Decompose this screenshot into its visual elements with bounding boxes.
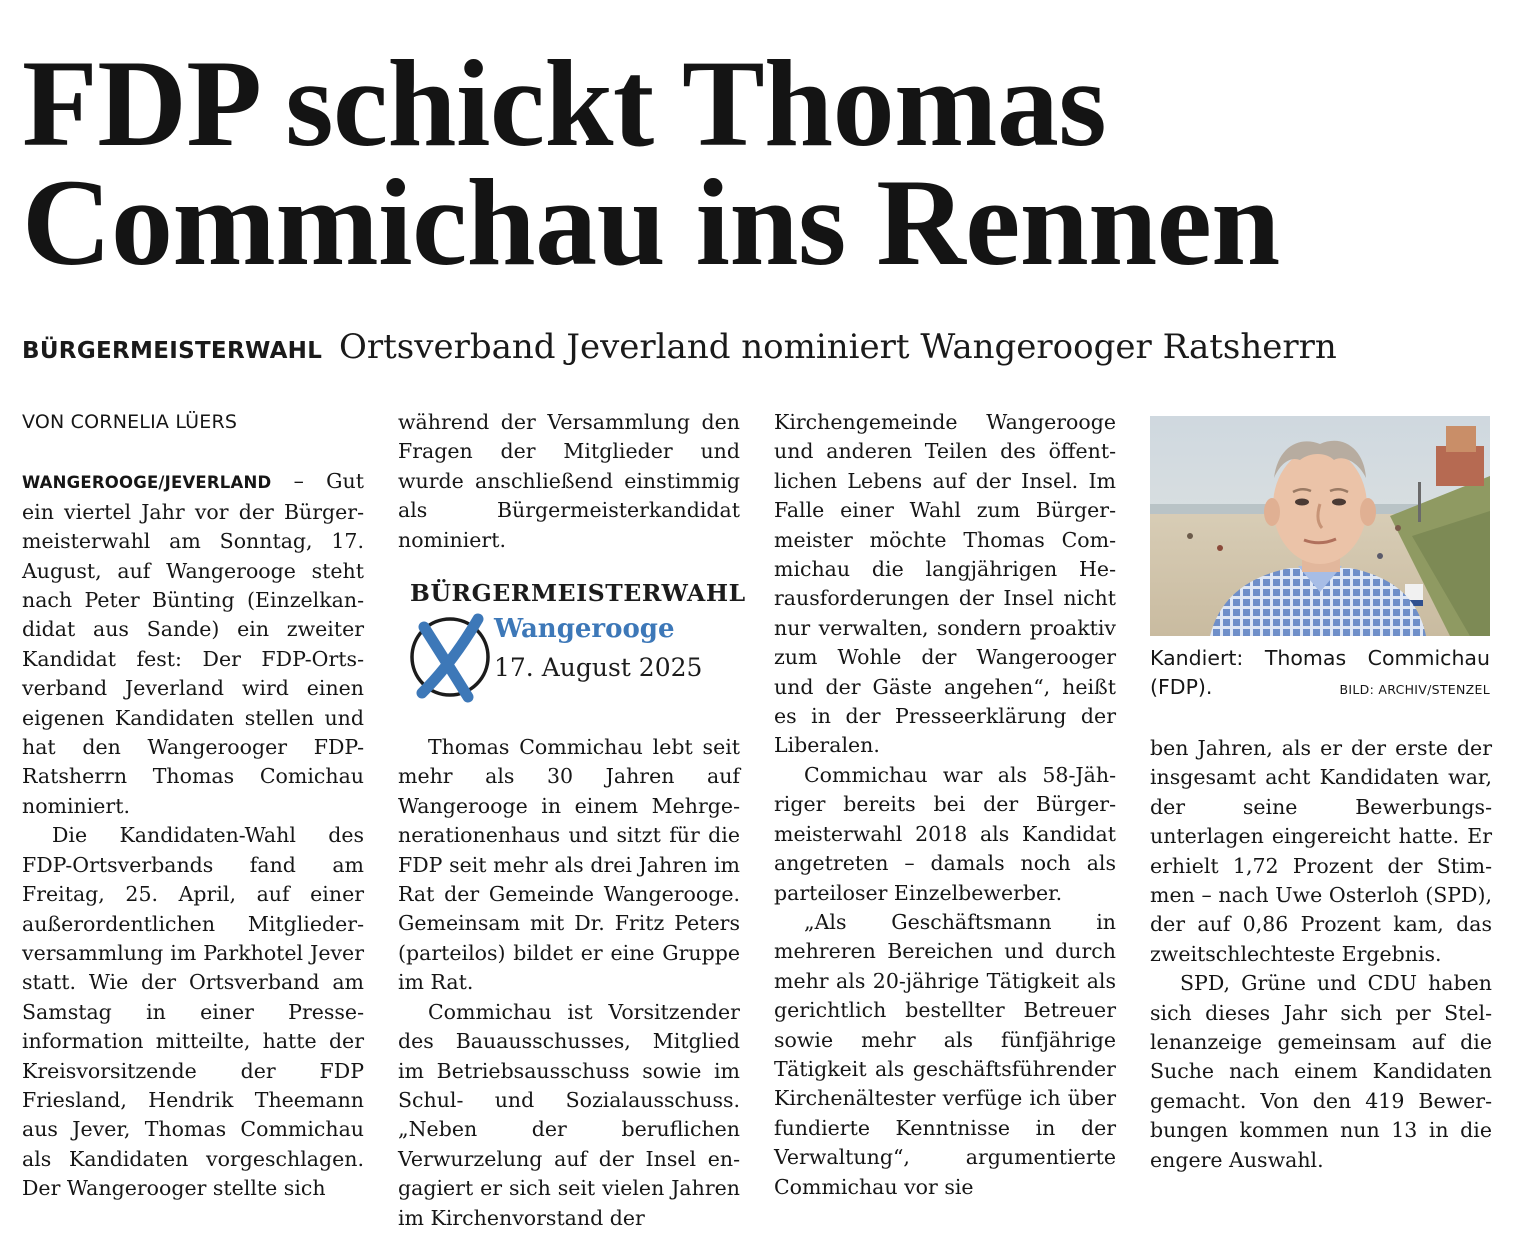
paragraph: „Als Geschäftsmann in mehreren Bereichen und durch mehr als 20-jährige Tätigkeit als gerichtlich bestellter Betreuer sowie mehr als fünfjährige Tätigkeit als geschäftsführender Kirchenältester verfüge ich über fundierte Kenntnisse in der Verwaltung“, argumentierte Commichau vor sie — [774, 909, 1116, 1199]
article-column-4 — [1150, 734, 1492, 1175]
portrait-photo-illustration — [1150, 416, 1490, 636]
paragraph: Commichau war als 58-Jähriger bereits bei der Bürgermeisterwahl 2018 als Kandidat angetreten – damals noch als parteiloser Einzelbewerber. — [774, 762, 1116, 905]
election-logo-title: BÜRGERMEISTERWAHL — [410, 579, 746, 608]
election-logo-date: 17. August 2025 — [494, 653, 703, 683]
portrait-photo — [1150, 416, 1490, 636]
paragraph: während der Versammlung den Fragen der Mitglieder und wurde anschließend einstimmig als Bürgermeisterkandidat nominiert. — [398, 410, 740, 552]
photo-caption: Kandiert: Thomas Commichau (FDP). — [1150, 646, 1490, 699]
paragraph-text: – Gut ein viertel Jahr vor der Bürgermeisterwahl am Sonntag, 17. August, auf Wangerooge steht nach Peter Bünting (Einzelkandidat aus Sande) ein zweiter Kandidat fest: Der FDP-Ortsverband Jeverland wird einen eigenen Kandidaten stellen und hat den Wangerooger FDP-Ratsherrn Thomas Comichau nominiert. — [22, 469, 364, 818]
paragraph: ben Jahren, als er der erste der insgesamt acht Kandidaten war, der seine Bewerbungsunterlagen eingereicht hatte. Er erhielt 1,72 Prozent der Stimmen – nach Uwe Osterloh (SPD), der auf 0,86 Prozent kam, das zweitschlechteste Ergebnis. — [1150, 736, 1492, 966]
headline: FDP schickt Thomas Commichau ins Rennen — [22, 35, 1280, 291]
paragraph: Die Kandidaten-Wahl des FDP-Ortsverbands fand am Freitag, 25. April, auf einer außerordentlichen Mitgliederversammlung im Parkhotel Jever statt. Wie der Ortsverband am Samstag in einer Presseinformation mitteilte, hatte der Kreisvorsitzende der FDP Friesland, Hendrik Theemann aus Jever, Thomas Commichau als Kandidaten vorgeschlagen. Der Wangerooger stellte sich — [22, 823, 364, 1201]
subheadline — [22, 322, 1512, 376]
paragraph: Thomas Commichau lebt seit mehr als 30 Jahren auf Wangerooge in einem Mehrgenerationenhaus und sitzt für die FDP seit mehr als drei Jahren im Rat der Gemeinde Wangerooge. Gemeinsam mit Dr. Fritz Peters (parteilos) bildet er eine Gruppe im Rat. — [398, 735, 740, 995]
election-logo — [398, 569, 746, 727]
article-column-3 — [774, 408, 1116, 1202]
ballot-cross-icon — [406, 605, 502, 705]
paragraph — [22, 467, 364, 821]
paragraph: Commichau ist Vorsitzender des Bauausschusses, Mitglied im Betriebsausschuss sowie im Schul- und Sozialausschuss. „Neben der beruflichen Verwurzelung auf der Insel engagiert er sich seit vielen Jahren im Kirchenvorstand der — [398, 999, 740, 1230]
article-column-2 — [398, 408, 746, 1233]
subhead-kicker: BÜRGERMEISTERWAHL — [22, 338, 323, 364]
subhead-text: Ortsverband Jeverland nominiert Wangerooger Ratsherrn — [339, 327, 1337, 367]
article-column-1 — [22, 408, 364, 1204]
election-logo-place: Wangerooge — [494, 614, 675, 645]
photo-credit: BILD: ARCHIV/STENZEL — [1339, 682, 1490, 697]
dateline: WANGEROOGE/JEVERLAND — [22, 473, 272, 493]
paragraph: Kirchengemeinde Wangerooge und anderen Teilen des öffentlichen Lebens auf der Insel. Im Falle einer Wahl zum Bürgermeister möchte Thomas Commichau die langjährigen Herausforderungen der Insel nicht nur verwalten, sondern proaktiv zum Wohle der Wangerooger und der Gäste angehen“, heißt es in der Presseerklärung der Liberalen. — [774, 410, 1116, 758]
byline: VON CORNELIA LÜERS — [22, 411, 238, 433]
paragraph: SPD, Grüne und CDU haben sich dieses Jahr sich per Stellenanzeige gemeinsam auf die Suche nach einem Kandidaten gemacht. Von den 419 Bewerbungen kommen nun 13 in die engere Auswahl. — [1150, 971, 1492, 1172]
